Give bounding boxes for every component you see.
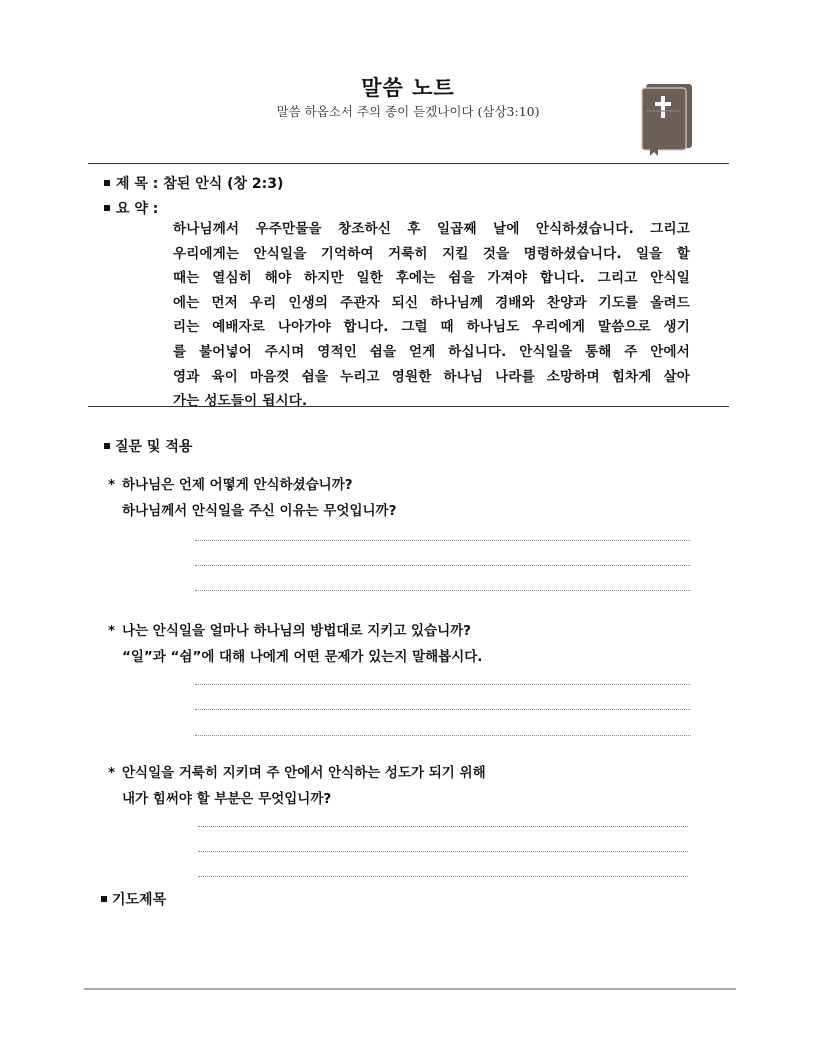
- question-item-2: [108, 618, 482, 670]
- summary-line: 를 불어넣어 주시며 영적인 쉼을 얻게 하십니다. 안식일을 통해 주 안에서: [173, 343, 690, 360]
- summary-text: [173, 217, 690, 414]
- asterisk-icon: *: [108, 623, 116, 639]
- questions-heading: [104, 436, 192, 456]
- square-bullet-icon: [104, 180, 110, 186]
- summary-line: 가는 성도들이 됩시다.: [173, 393, 308, 410]
- summary-line: 때는 열심히 해야 하지만 일한 후에는 쉼을 가져야 합니다. 그리고 안식일: [173, 270, 690, 287]
- answer-line[interactable]: [198, 826, 688, 827]
- summary-label: 요 약 :: [116, 201, 159, 217]
- answer-line[interactable]: [195, 709, 691, 710]
- square-bullet-icon: [104, 443, 110, 449]
- answer-line[interactable]: [195, 735, 691, 736]
- summary-field: [104, 198, 158, 218]
- asterisk-icon: *: [108, 477, 116, 493]
- answer-line[interactable]: [198, 876, 688, 877]
- summary-line: 에는 먼저 우리 인생의 주관자 되신 하나님께 경배와 찬양과 기도를 올려드: [173, 294, 690, 311]
- question-item-1: [108, 472, 396, 524]
- question-text: 하나님께서 안식일을 주신 이유는 무엇입니까?: [122, 503, 397, 519]
- prayer-heading-label: 기도제목: [112, 892, 167, 908]
- question-text: 내가 힘써야 할 부분은 무엇입니까?: [122, 791, 332, 807]
- summary-line: 하나님께서 우주만물을 창조하신 후 일곱째 날에 안식하셨습니다. 그리고: [173, 221, 690, 237]
- square-bullet-icon: [101, 896, 107, 902]
- footer-divider: [84, 988, 736, 990]
- answer-line[interactable]: [195, 565, 691, 566]
- topic-label: 제 목 : 참된 안식 (창 2:3): [116, 176, 284, 192]
- summary-line: 리는 예배자로 나아가야 합니다. 그럴 때 하나님도 우리에게 말씀으로 생기: [173, 319, 690, 336]
- bible-icon: [640, 82, 696, 156]
- page-title: 말씀 노트: [361, 76, 455, 100]
- asterisk-icon: *: [108, 765, 116, 781]
- answer-line[interactable]: [195, 590, 691, 591]
- question-text: 하나님은 언제 어떻게 안식하셨습니까?: [122, 477, 353, 493]
- summary-line: 우리에게는 안식일을 기억하여 거룩히 지킬 것을 명령하셨습니다. 일을 할: [173, 245, 690, 262]
- summary-line: 영과 육이 마음껏 쉼을 누리고 영원한 하나님 나라를 소망하며 힘차게 살아: [173, 368, 690, 385]
- answer-line[interactable]: [195, 684, 691, 685]
- top-divider: [88, 163, 729, 164]
- questions-heading-label: 질문 및 적용: [115, 439, 193, 455]
- prayer-heading: [101, 889, 166, 909]
- topic-field: [104, 173, 283, 193]
- answer-line[interactable]: [198, 851, 688, 852]
- question-text: “일”과 “쉼”에 대해 나에게 어떤 문제가 있는지 말해봅시다.: [122, 649, 483, 665]
- question-text: 안식일을 거룩히 지키며 주 안에서 안식하는 성도가 되기 위해: [122, 765, 486, 781]
- answer-line[interactable]: [195, 540, 691, 541]
- question-text: 나는 안식일을 얼마나 하나님의 방법대로 지키고 있습니까?: [122, 623, 472, 639]
- page-subtitle: 말씀 하옵소서 주의 종이 듣겠나이다 (삼상3:10): [276, 104, 540, 119]
- question-item-3: [108, 760, 486, 812]
- square-bullet-icon: [104, 205, 110, 211]
- section-divider: [88, 406, 729, 407]
